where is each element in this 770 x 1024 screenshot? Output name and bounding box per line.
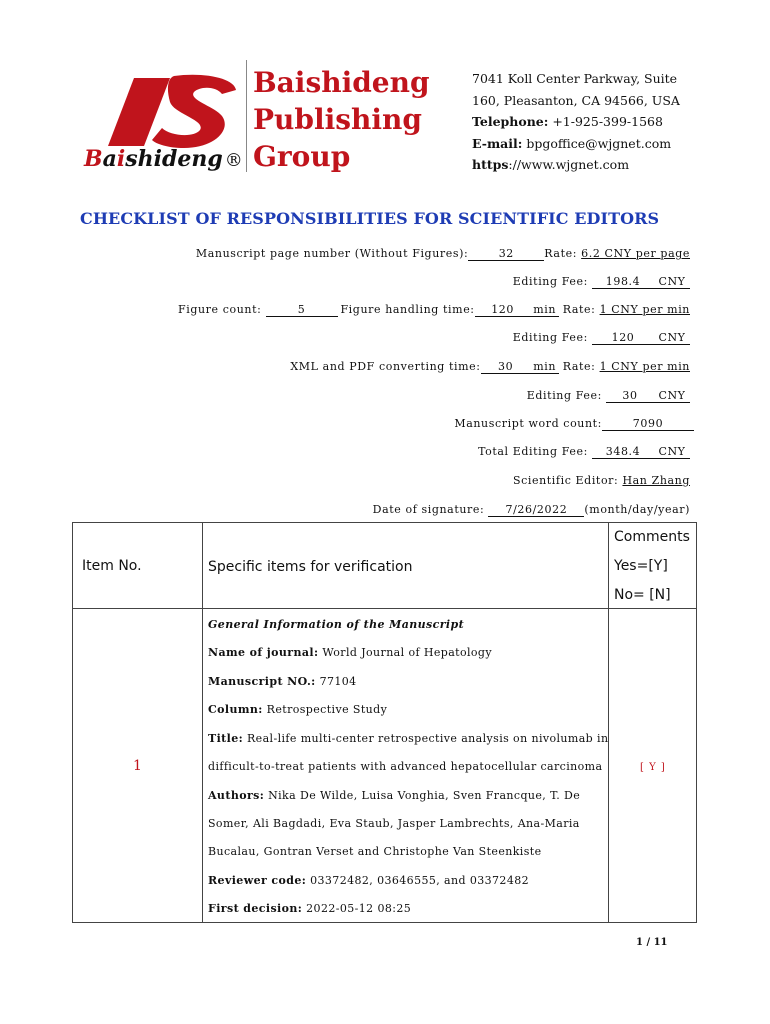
document-title: CHECKLIST OF RESPONSIBILITIES FOR SCIENTIFIC EDITORS	[80, 209, 660, 228]
manuscript-number: Manuscript NO.: 77104	[208, 675, 357, 688]
authors-line-2: Somer, Ali Bagdadi, Eva Staub, Jasper Lambrechts, Ana-Maria	[208, 817, 580, 830]
authors-line-1: Authors: Nika De Wilde, Luisa Vonghia, Sven Francque, T. De	[208, 789, 581, 802]
brand-line-1: Baishideng	[253, 66, 430, 99]
word-count-row: Manuscript word count: 7090	[454, 417, 694, 431]
scientific-editor-row: Scientific Editor: Han Zhang	[512, 474, 690, 487]
xml-time-row: XML and PDF converting time: 30 min Rate: 1 CNY per min	[290, 360, 690, 373]
authors-line-3: Bucalau, Gontran Verset and Christophe Van Steenkiste	[208, 845, 542, 858]
header-no: No= [N]	[614, 587, 671, 603]
page-number-row: Manuscript page number (Without Figures): 32 Rate: 6.2 CNY per page	[195, 247, 690, 260]
header-specific-items: Specific items for verification	[208, 559, 413, 575]
comment-value: [ Y ]	[640, 762, 666, 773]
telephone: Telephone: +1-925-399-1568	[472, 114, 663, 129]
logo-divider	[246, 60, 247, 172]
address-line-2: 160, Pleasanton, CA 94566, USA	[472, 92, 680, 108]
total-fee-row: Total Editing Fee: 348.4 CNY	[478, 445, 690, 459]
header-comments: Comments	[614, 529, 690, 545]
logo-wordmark: Baishideng ®	[84, 146, 243, 172]
website-link[interactable]: https://www.wjgnet.com	[472, 157, 630, 172]
brand-name	[253, 64, 430, 175]
item-number: 1	[133, 758, 142, 774]
email: E-mail: bpgoffice@wjgnet.com	[472, 135, 672, 151]
figure-editing-fee-row: Editing Fee: 120 CNY	[513, 331, 690, 345]
manuscript-title-line-1: Title: Real-life multi-center retrospective analysis on nivolumab in	[208, 732, 609, 745]
brand-line-3: Group	[253, 140, 351, 173]
column-type: Column: Retrospective Study	[208, 703, 388, 716]
baishideng-logo-icon	[104, 70, 244, 150]
brand-line-2: Publishing	[253, 103, 422, 136]
section-heading: General Information of the Manuscript	[208, 618, 465, 631]
xml-editing-fee-row: Editing Fee: 30 CNY	[527, 389, 690, 403]
date-of-signature-row: Date of signature: 7/26/2022 (month/day/year)	[372, 503, 690, 516]
address-line-1: 7041 Koll Center Parkway, Suite	[472, 71, 678, 86]
figure-time-row: Figure handling time: 120 min Rate: 1 CNY per min	[340, 303, 690, 316]
reviewer-code: Reviewer code: 03372482, 03646555, and 03372482	[208, 874, 530, 887]
journal-name: Name of journal: World Journal of Hepatology	[208, 646, 492, 659]
page-number: 1 / 11	[636, 937, 668, 948]
first-decision: First decision: 2022-05-12 08:25	[208, 902, 412, 915]
page-editing-fee-row: Editing Fee: 198.4 CNY	[513, 275, 690, 289]
header-item-no: Item No.	[82, 558, 142, 574]
publisher-address	[472, 68, 680, 176]
header-yes: Yes=[Y]	[614, 558, 668, 574]
figure-count-row: Figure count: 5	[178, 303, 338, 317]
verification-table	[72, 522, 697, 923]
manuscript-title-line-2: difficult-to-treat patients with advanced hepatocellular carcinoma	[208, 760, 603, 773]
